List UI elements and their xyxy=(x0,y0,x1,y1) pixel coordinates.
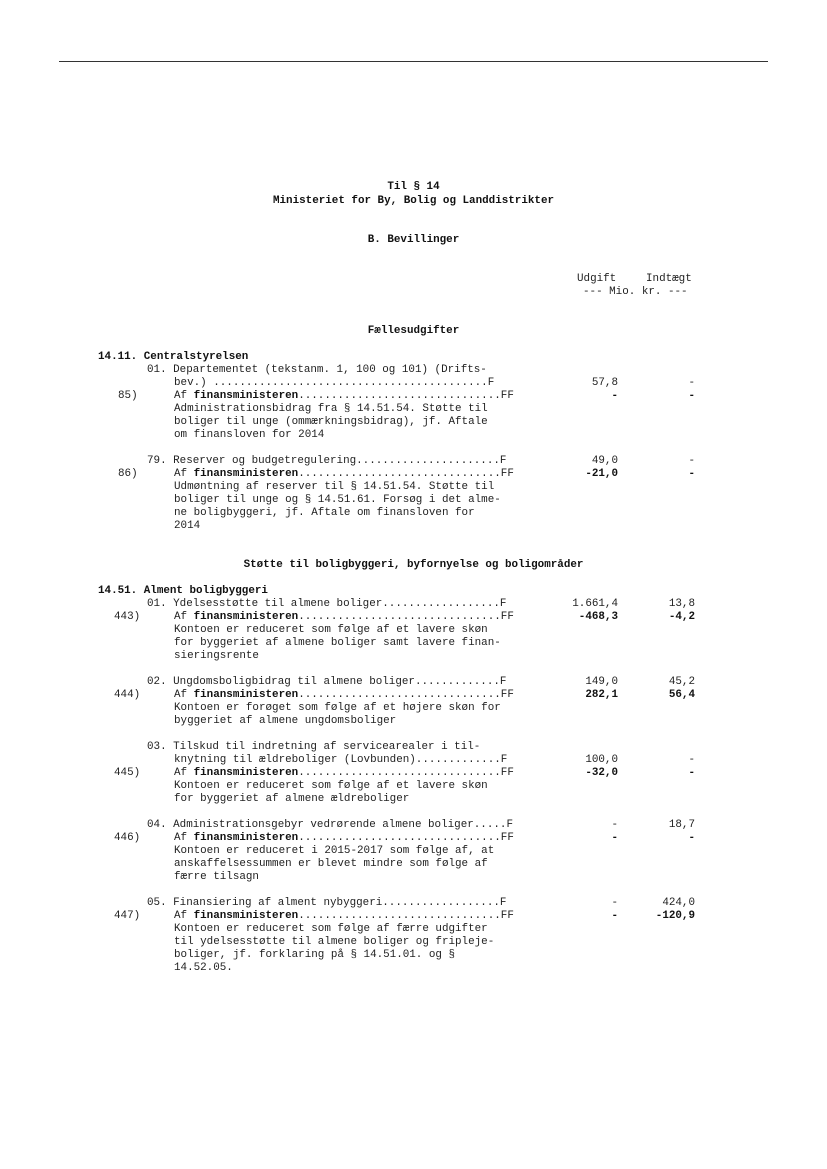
footnote-ref: 446) xyxy=(114,832,141,844)
af-indtaegt-value: - xyxy=(688,767,695,779)
udgift-value: 149,0 xyxy=(585,676,618,688)
udgift-value: - xyxy=(611,819,618,831)
footnote-ref: 445) xyxy=(114,767,141,779)
af-line xyxy=(174,767,514,780)
item-line: knytning til ældreboliger (Lovbunden).............F xyxy=(174,754,508,766)
af-prefix: Af xyxy=(174,767,194,779)
item-line: bev.) ..........................................F xyxy=(174,377,495,389)
af-indtaegt-value: 56,4 xyxy=(668,689,695,701)
note-line: anskaffelsessummen er blevet mindre som følge af xyxy=(174,858,488,870)
indtaegt-value: 45,2 xyxy=(668,676,695,688)
af-udgift-value: -21,0 xyxy=(585,468,618,480)
af-minister: finansministeren xyxy=(193,390,299,402)
footnote-ref: 443) xyxy=(114,611,141,623)
footnote-ref: 447) xyxy=(114,910,141,922)
note-line: Administrationsbidrag fra § 14.51.54. Støtte til xyxy=(174,403,488,415)
af-prefix: Af xyxy=(174,910,194,922)
af-dots: ...............................FF xyxy=(298,468,514,480)
col-header-unit: --- Mio. kr. --- xyxy=(583,286,688,298)
note-line: færre tilsagn xyxy=(174,871,259,883)
indtaegt-value: 424,0 xyxy=(662,897,695,909)
af-indtaegt-value: - xyxy=(688,832,695,844)
title-line-1: Til § 14 xyxy=(387,181,440,193)
note-line: for byggeriet af almene ældreboliger xyxy=(174,793,410,805)
indtaegt-value: 13,8 xyxy=(668,598,695,610)
af-indtaegt-value: -120,9 xyxy=(655,910,695,922)
af-line xyxy=(174,468,514,481)
indtaegt-value: - xyxy=(688,455,695,467)
indtaegt-value: - xyxy=(688,377,695,389)
af-line xyxy=(174,910,514,923)
af-dots: ...............................FF xyxy=(298,767,514,779)
af-dots: ...............................FF xyxy=(298,611,514,623)
note-line: for byggeriet af almene boliger samt lavere finan- xyxy=(174,637,501,649)
subsection-boligbyggeri: Støtte til boligbyggeri, byfornyelse og boligområder xyxy=(243,559,584,571)
af-dots: ...............................FF xyxy=(298,910,514,922)
af-prefix: Af xyxy=(174,832,194,844)
af-udgift-value: 282,1 xyxy=(585,689,618,701)
af-prefix: Af xyxy=(174,468,194,480)
item-line: 79. Reserver og budgetregulering......................F xyxy=(147,455,507,467)
udgift-value: 100,0 xyxy=(585,754,618,766)
af-line xyxy=(174,832,514,845)
title-line-2: Ministeriet for By, Bolig og Landdistrikter xyxy=(272,195,555,207)
af-indtaegt-value: -4,2 xyxy=(668,611,695,623)
af-dots: ...............................FF xyxy=(298,832,514,844)
section-heading: B. Bevillinger xyxy=(367,234,460,246)
udgift-value: 57,8 xyxy=(591,377,618,389)
af-line xyxy=(174,390,514,403)
item-line: 01. Departementet (tekstanm. 1, 100 og 101) (Drifts- xyxy=(147,364,487,376)
item-line: 04. Administrationsgebyr vedrørende almene boliger.....F xyxy=(147,819,513,831)
af-prefix: Af xyxy=(174,390,194,402)
note-line: ne boligbyggeri, jf. Aftale om finansloven for xyxy=(174,507,475,519)
note-line: Kontoen er reduceret som følge af et lavere skøn xyxy=(174,780,488,792)
note-line: Kontoen er reduceret som følge af et lavere skøn xyxy=(174,624,488,636)
subsection-faellesudgifter: Fællesudgifter xyxy=(367,325,460,337)
af-minister: finansministeren xyxy=(193,689,299,701)
item-line: 05. Finansiering af alment nybyggeri..................F xyxy=(147,897,507,909)
af-indtaegt-value: - xyxy=(688,390,695,402)
af-line xyxy=(174,689,514,702)
item-line: 01. Ydelsesstøtte til almene boliger..................F xyxy=(147,598,507,610)
footnote-ref: 86) xyxy=(118,468,138,480)
note-line: boliger til unge og § 14.51.61. Forsøg i det alme- xyxy=(174,494,501,506)
note-line: byggeriet af almene ungdomsboliger xyxy=(174,715,397,727)
af-prefix: Af xyxy=(174,689,194,701)
af-minister: finansministeren xyxy=(193,910,299,922)
col-header-udgift: Udgift xyxy=(577,273,617,285)
note-line: til ydelsesstøtte til almene boliger og fripleje- xyxy=(174,936,495,948)
af-prefix: Af xyxy=(174,611,194,623)
af-udgift-value: -32,0 xyxy=(585,767,618,779)
udgift-value: 49,0 xyxy=(591,455,618,467)
af-minister: finansministeren xyxy=(193,832,299,844)
af-udgift-value: - xyxy=(611,390,618,402)
af-minister: finansministeren xyxy=(193,767,299,779)
note-line: boliger til unge (ommærkningsbidrag), jf. Aftale xyxy=(174,416,488,428)
af-indtaegt-value: - xyxy=(688,468,695,480)
note-line: Udmøntning af reserver til § 14.51.54. Støtte til xyxy=(174,481,495,493)
header-rule xyxy=(59,61,768,62)
note-line: om finansloven for 2014 xyxy=(174,429,325,441)
footnote-ref: 85) xyxy=(118,390,138,402)
af-line xyxy=(174,611,514,624)
col-header-indtaegt: Indtægt xyxy=(646,273,692,285)
footnote-ref: 444) xyxy=(114,689,141,701)
af-minister: finansministeren xyxy=(193,611,299,623)
udgift-value: 1.661,4 xyxy=(572,598,618,610)
note-line: sieringsrente xyxy=(174,650,259,662)
indtaegt-value: 18,7 xyxy=(668,819,695,831)
note-line: 2014 xyxy=(174,520,201,532)
note-line: Kontoen er forøget som følge af et højere skøn for xyxy=(174,702,501,714)
note-line: Kontoen er reduceret i 2015-2017 som følge af, at xyxy=(174,845,495,857)
item-line: 03. Tilskud til indretning af servicearealer i til- xyxy=(147,741,481,753)
indtaegt-value: - xyxy=(688,754,695,766)
item-line: 02. Ungdomsboligbidrag til almene boliger.............F xyxy=(147,676,507,688)
af-udgift-value: - xyxy=(611,910,618,922)
af-dots: ...............................FF xyxy=(298,689,514,701)
af-dots: ...............................FF xyxy=(298,390,514,402)
account-heading: 14.51. Alment boligbyggeri xyxy=(98,585,268,597)
udgift-value: - xyxy=(611,897,618,909)
af-minister: finansministeren xyxy=(193,468,299,480)
note-line: 14.52.05. xyxy=(174,962,233,974)
note-line: Kontoen er reduceret som følge af færre udgifter xyxy=(174,923,488,935)
af-udgift-value: - xyxy=(611,832,618,844)
account-heading: 14.11. Centralstyrelsen xyxy=(98,351,249,363)
note-line: boliger, jf. forklaring på § 14.51.01. og § xyxy=(174,949,456,961)
af-udgift-value: -468,3 xyxy=(578,611,618,623)
